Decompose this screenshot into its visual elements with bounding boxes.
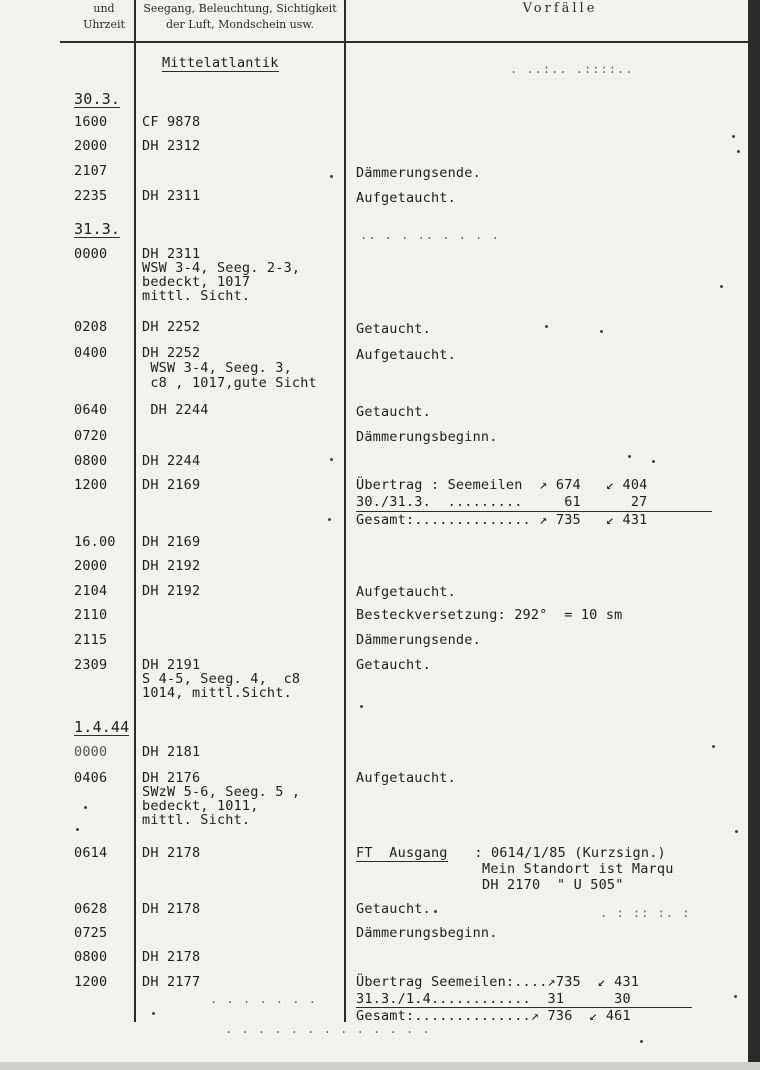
scan-noise: .. . . .. . . . .	[360, 228, 500, 242]
row-time: 2000	[74, 558, 108, 574]
scan-speck	[735, 830, 738, 833]
header-col3: Vorfälle	[522, 1, 598, 16]
row-time: 2309	[74, 657, 108, 673]
row-time: 0614	[74, 845, 108, 861]
header-col2-top: Seegang, Beleuchtung, Sichtigkeit	[143, 2, 337, 15]
row-time: 0720	[74, 428, 108, 444]
row-event: Dämmerungsende.	[356, 632, 481, 648]
row-event: Getaucht.	[356, 657, 431, 673]
row-time: 1200	[74, 974, 108, 990]
row-position: DH 2178	[142, 901, 201, 917]
row-event: Besteckversetzung: 292° = 10 sm	[356, 607, 623, 623]
row-position: DH 2192	[142, 583, 201, 599]
row-time: 0000	[74, 744, 108, 760]
row-position: DH 2192	[142, 558, 201, 574]
row-position: DH 2176 SWzW 5-6, Seeg. 5 , bedeckt, 1011, mittl. Sicht.	[142, 770, 301, 828]
row-event: Getaucht.	[356, 404, 431, 420]
header-rule	[60, 41, 750, 43]
row-time: 1200	[74, 477, 108, 493]
scan-edge-bottom	[0, 1062, 760, 1070]
row-event: Dämmerungsbeginn.	[356, 429, 498, 445]
scan-speck	[720, 285, 723, 288]
row-position: DH 2178	[142, 949, 201, 965]
row-position: DH 2244	[142, 453, 201, 469]
row-position: DH 2252	[142, 319, 201, 335]
scan-speck	[712, 745, 715, 748]
radio-message-header: : 0614/1/85 (Kurzsign.)	[466, 845, 666, 861]
row-event: Getaucht.	[356, 901, 431, 917]
row-time: 0000	[74, 246, 108, 262]
row-position: DH 2312	[142, 138, 201, 154]
tally-day-distance: 30./31.3. ......... 61 27	[356, 494, 648, 510]
scan-speck	[330, 175, 333, 178]
row-time: 0400	[74, 345, 108, 361]
row-time: 0800	[74, 453, 108, 469]
row-time: 0725	[74, 925, 108, 941]
scan-noise: . : :: :. :	[600, 906, 691, 920]
scan-speck	[360, 705, 363, 708]
row-event: Dämmerungsende.	[356, 165, 481, 181]
scan-speck	[545, 325, 548, 328]
row-position: DH 2191 S 4-5, Seeg. 4, c8 1014, mittl.Sicht.	[142, 657, 301, 701]
row-time: 2115	[74, 632, 108, 648]
tally-carry-over: Übertrag Seemeilen:....↗735 ↙ 431	[356, 974, 640, 990]
tally-carry-over: Übertrag : Seemeilen ↗ 674 ↙ 404	[356, 477, 648, 493]
radio-label: FT Ausgang	[356, 845, 448, 861]
radio-message-line: DH 2170 " U 505"	[482, 877, 624, 893]
scan-noise: . ..:.. .::::..	[510, 62, 634, 76]
row-time: 2110	[74, 607, 108, 623]
scan-speck	[652, 460, 655, 463]
row-time: 2104	[74, 583, 108, 599]
row-position: DH 2181	[142, 744, 201, 760]
row-event: Getaucht.	[356, 321, 431, 337]
row-event: Aufgetaucht.	[356, 584, 456, 600]
row-position: DH 2311 WSW 3-4, Seeg. 2-3, bedeckt, 1017 mittl. Sicht.	[142, 246, 301, 304]
header-col2: der Luft, Mondschein usw.	[165, 18, 315, 31]
row-time: 0406	[74, 770, 108, 786]
row-event: Aufgetaucht.	[356, 770, 456, 786]
scan-speck	[84, 806, 87, 809]
row-position: CF 9878	[142, 114, 201, 130]
header-col1: Uhrzeit	[83, 18, 125, 31]
day-label: 31.3.	[74, 220, 121, 238]
row-position: DH 2311	[142, 188, 201, 204]
row-time: 1600	[74, 114, 108, 130]
scan-speck	[640, 1040, 643, 1043]
row-time: 0628	[74, 901, 108, 917]
row-position: DH 2177	[142, 974, 201, 990]
day-label: 30.3.	[74, 90, 121, 108]
tally-day-distance: 31.3./1.4............ 31 30	[356, 991, 631, 1007]
row-time: 0800	[74, 949, 108, 965]
scan-speck	[600, 330, 603, 333]
row-position: DH 2169	[142, 477, 201, 493]
scan-edge-right	[748, 0, 760, 1070]
column-rule-2	[344, 0, 346, 1022]
scan-speck	[330, 458, 333, 461]
row-time: 2000	[74, 138, 108, 154]
row-time: 0208	[74, 319, 108, 335]
scan-speck	[76, 828, 79, 831]
radio-message-line: Mein Standort ist Marqu	[482, 861, 674, 877]
scan-speck	[628, 455, 631, 458]
scan-speck	[737, 150, 740, 153]
row-time: 2107	[74, 163, 108, 179]
day-label: 1.4.44	[74, 718, 130, 736]
row-time: 2235	[74, 188, 108, 204]
scan-speck	[734, 995, 737, 998]
tally-total: Gesamt:.............. ↗ 735 ↙ 431	[356, 512, 648, 528]
row-position: DH 2244	[142, 402, 209, 418]
row-event: Dämmerungsbeginn.	[356, 925, 498, 941]
scan-speck	[152, 1012, 155, 1015]
scan-noise: . . . . . . .	[210, 992, 317, 1006]
row-event: Aufgetaucht.	[356, 190, 456, 206]
row-time: 0640	[74, 402, 108, 418]
row-position: DH 2252 WSW 3-4, Seeg. 3, c8 , 1017,gute Sicht	[142, 345, 317, 391]
column-rule-1	[134, 0, 136, 1022]
row-event: Aufgetaucht.	[356, 347, 456, 363]
tally-total: Gesamt:..............↗ 736 ↙ 461	[356, 1008, 631, 1024]
scan-noise: . . . . . . . . . . . . .	[225, 1022, 431, 1036]
row-position: DH 2178	[142, 845, 201, 861]
row-position: DH 2169	[142, 534, 201, 550]
scan-speck	[434, 910, 437, 913]
region-title: Mittelatlantik	[162, 55, 279, 71]
scan-speck	[732, 135, 735, 138]
scan-speck	[328, 518, 331, 521]
row-time: 16.00	[74, 534, 116, 550]
header-col1-top: und	[93, 2, 115, 15]
